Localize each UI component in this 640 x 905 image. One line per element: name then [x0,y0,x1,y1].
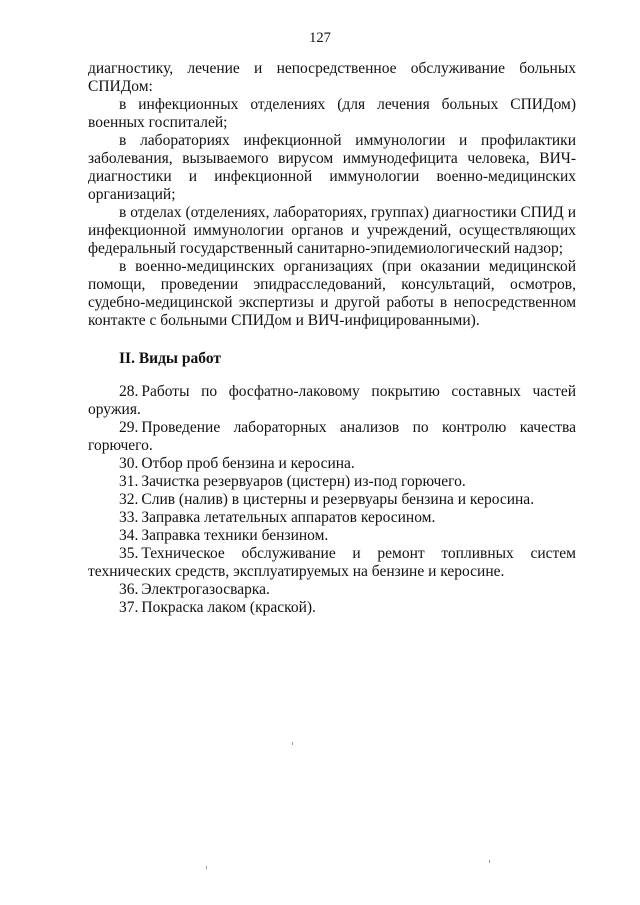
scan-artifact [206,866,207,869]
item-number: 37. [119,599,139,616]
list-item [88,545,576,581]
intro-paragraph: в военно-медицинских организациях (при оказании медицинской помощи, проведении эпидрасследований, консультаций, осмотров, судебно-медицинской экспертизы и другой работы в непосредственном контакте с больными СПИДом и ВИЧ-инфицированными). [88,258,576,329]
intro-paragraph: в лабораториях инфекционной иммунологии и профилактики заболевания, вызываемого вирусом иммунодефицита человека, ВИЧ-диагностики и инфекционной иммунологии военно-медицинских организаций; [88,132,576,203]
item-number: 31. [119,473,139,490]
list-item [88,419,576,455]
section-heading: II. Виды работ [119,350,221,367]
item-text: Заправка техники бензином. [141,527,329,544]
scan-artifact [489,860,490,863]
item-number: 34. [119,527,139,544]
item-text: Проведение лабораторных анализов по контролю качества горючего. [88,419,576,454]
list-item [88,383,576,419]
document-body [88,60,576,617]
item-number: 36. [119,581,139,598]
intro-paragraph: в инфекционных отделениях (для лечения больных СПИДом) военных госпиталей; [88,96,576,131]
item-number: 32. [119,491,139,508]
item-number: 33. [119,509,139,526]
item-text: Работы по фосфатно-лаковому покрытию составных частей оружия. [88,383,576,418]
item-text: Заправка летательных аппаратов керосином. [141,509,436,526]
list-item [88,491,576,509]
item-text: Отбор проб бензина и керосина. [141,455,355,472]
list-item [88,527,576,545]
list-item [88,581,576,599]
item-text: Электрогазосварка. [141,581,270,598]
item-number: 30. [119,455,139,472]
list-item [88,473,576,491]
item-text: Техническое обслуживание и ремонт топливных систем технических средств, эксплуатируемых на бензине и керосине. [88,545,576,580]
list-item [88,455,576,473]
item-text: Зачистка резервуаров (цистерн) из-под горючего. [141,473,466,490]
intro-paragraph: в отделах (отделениях, лабораториях, группах) диагностики СПИД и инфекционной иммунологии органов и учреждений, осуществляющих федеральный государственный санитарно-эпидемиологический надзор; [88,204,576,257]
list-item [88,509,576,527]
item-number: 35. [119,545,139,562]
item-text: Покраска лаком (краской). [141,599,316,616]
scan-artifact [292,742,293,745]
item-text: Слив (налив) в цистерны и резервуары бензина и керосина. [141,491,535,508]
item-number: 28. [119,383,139,400]
intro-paragraph: диагностику, лечение и непосредственное обслуживание больных СПИДом: [88,60,576,95]
list-item [88,599,576,617]
item-number: 29. [119,419,139,436]
work-types-list [88,383,576,617]
page-number: 127 [309,30,331,46]
